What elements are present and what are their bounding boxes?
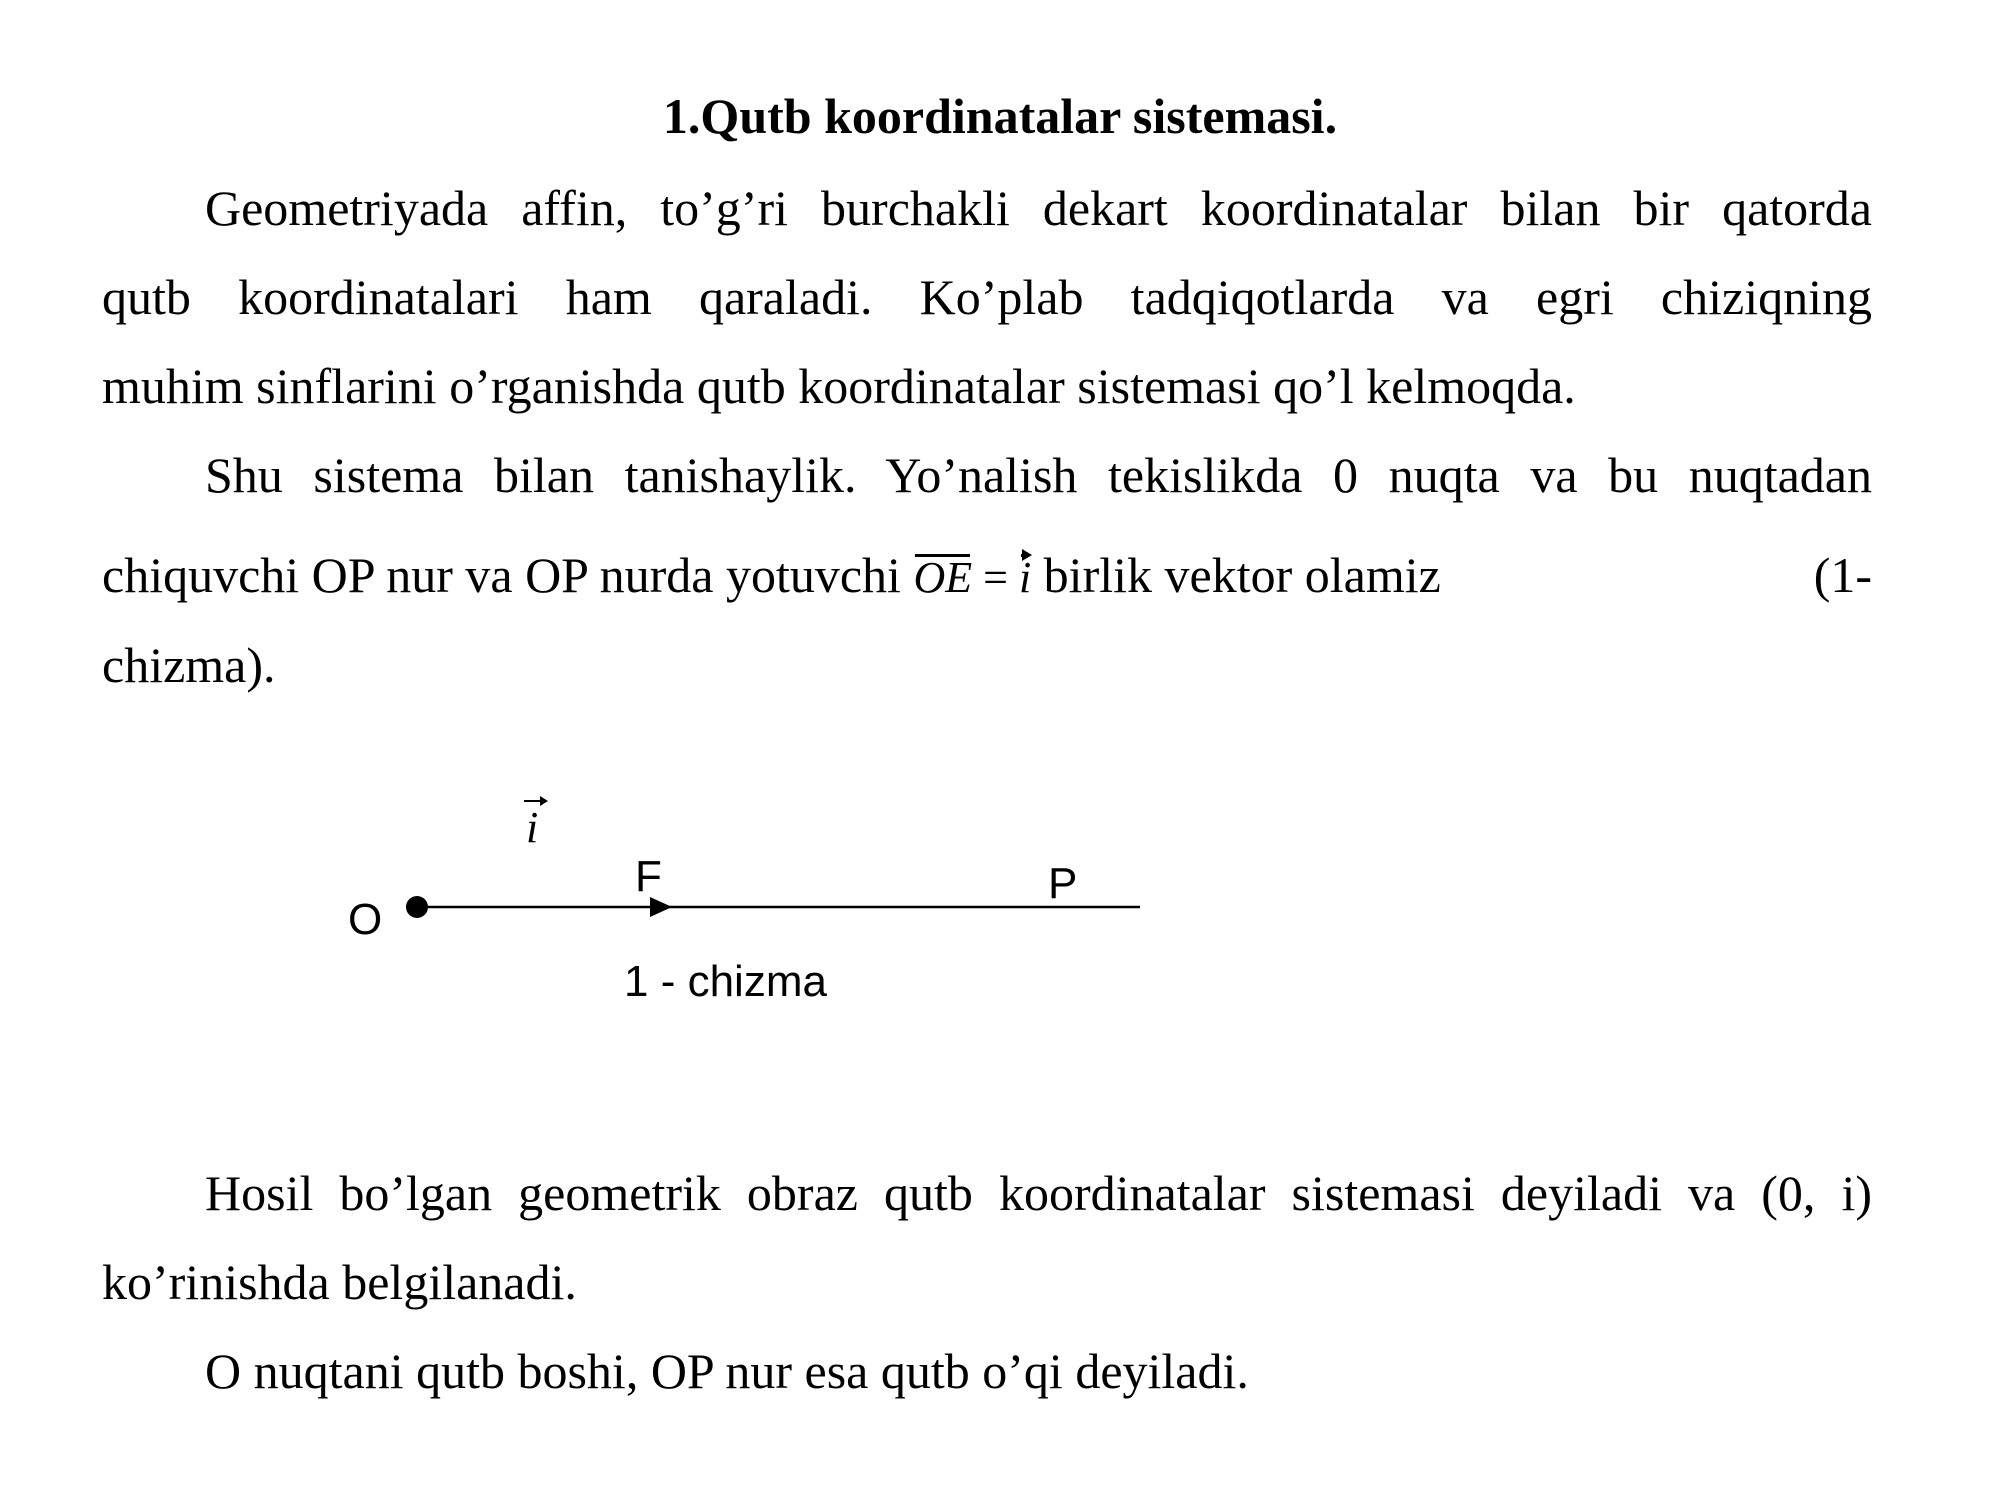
figure-caption: 1 - chizma xyxy=(624,957,827,1006)
paragraph-2-line-1: Shu sistema bilan tanishaylik. Yo’nalish tekislikda 0 nuqta va bu nuqtadan xyxy=(205,447,1872,503)
paragraph-2-line-2-text: chiquvchi OP nur va OP nurda yotuvchi xyxy=(102,547,914,603)
paragraph-1-line-3: muhim sinflarini o’rganishda qutb koordinatalar sistemasi qo’l kelmoqda. xyxy=(102,358,1576,414)
paragraph-4-line-1: O nuqtani qutb boshi, OP nur esa qutb o’qi deyiladi. xyxy=(205,1343,1249,1399)
paragraph-3-line-2: ko’rinishda belgilanadi. xyxy=(102,1254,577,1310)
polar-axis-figure xyxy=(320,770,1220,1030)
paragraph-2-line-3: chizma). xyxy=(102,637,276,693)
origin-point xyxy=(406,896,428,918)
paragraph-2-line-2 xyxy=(102,545,1441,608)
unit-vector-label: i xyxy=(526,803,539,852)
vector-formula xyxy=(913,553,1031,602)
figure-reference-open: (1- xyxy=(1813,547,1872,603)
paragraph-3-line-1: Hosil bo’lgan geometrik obraz qutb koordinatalar sistemasi deyiladi va (0, i) xyxy=(205,1165,1872,1221)
paragraph-2-line-2-tail: birlik vektor olamiz xyxy=(1031,547,1441,603)
paragraph-1-line-2: qutb koordinatalari ham qaraladi. Ko’plab tadqiqotlarda va egri chiziqning xyxy=(102,269,1872,325)
formula-equals: = xyxy=(972,553,1019,602)
vector-oe: OE xyxy=(913,548,972,608)
point-f-label: F xyxy=(635,852,662,901)
paragraph-1-line-1: Geometriyada affin, to’g’ri burchakli dekart koordinatalar bilan bir qatorda xyxy=(205,180,1872,236)
section-title: 1.Qutb koordinatalar sistemasi. xyxy=(662,88,1338,144)
point-p-label: P xyxy=(1048,859,1078,908)
origin-label: O xyxy=(348,895,383,944)
vector-i: i xyxy=(1019,548,1031,608)
